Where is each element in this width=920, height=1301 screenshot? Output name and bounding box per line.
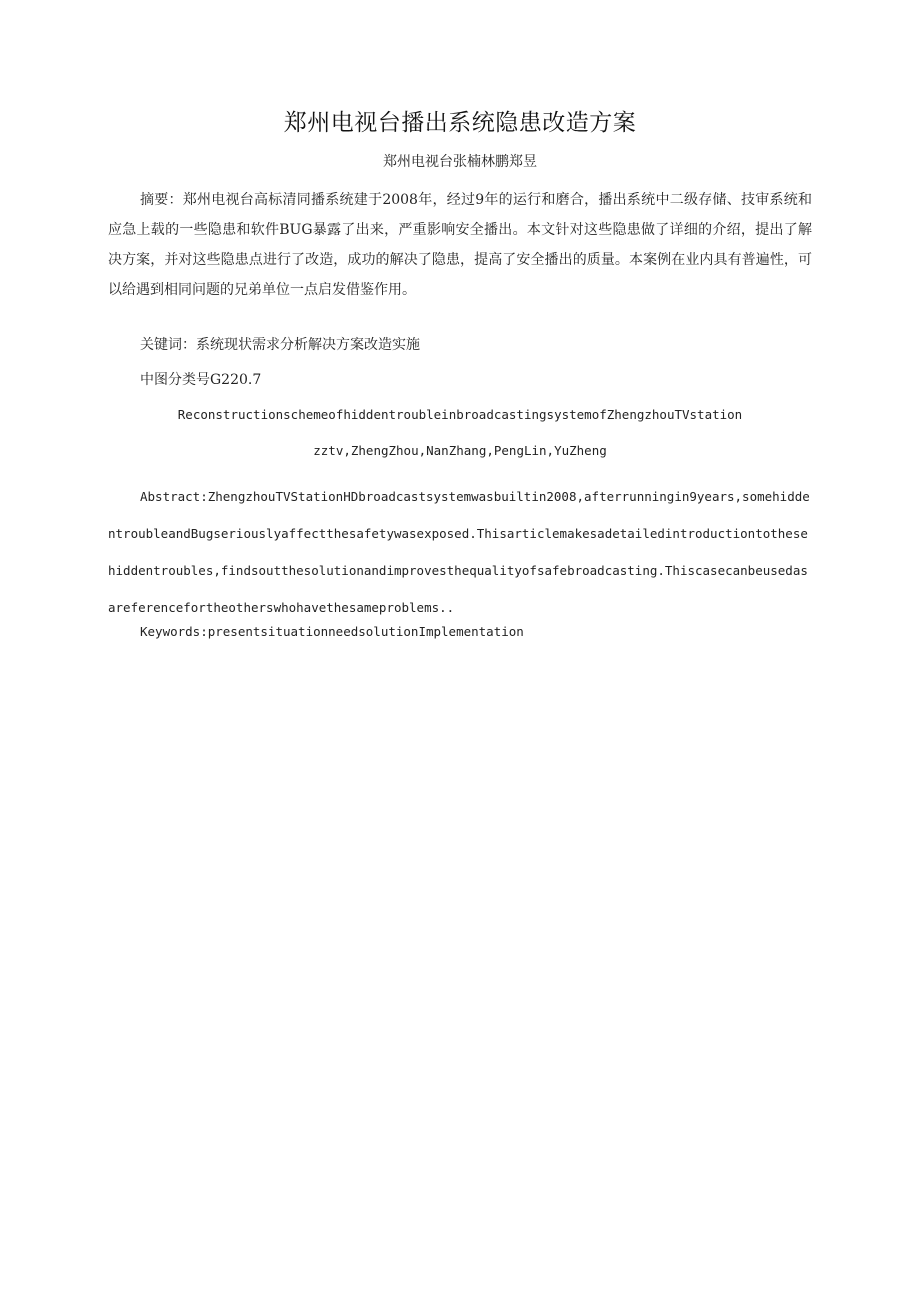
title-english: ReconstructionschemeofhiddentroubleinbroadcastingsystemofZhengzhouTVstation [177,407,743,422]
document-title: 郑州电视台播出系统隐患改造方案 [283,110,637,136]
keywords-chinese: 关键词：系统现状需求分析解决方案改造实施 [140,337,420,353]
abstract-chinese: 摘要：郑州电视台高标清同播系统建于2008年，经过9年的运行和磨合，播出系统中二级存储、技审系统和应急上载的一些隐患和软件BUG暴露了出来，严重影响安全播出。本文针对这些隐患做了详细的介绍，提出了解决方案，并对这些隐患点进行了改造，成功的解决了隐患，提高了安全播出的质量。本案例在业内具有普遍性，可以给遇到相同问题的兄弟单位一点启发借鉴作用。 [108,192,812,298]
authors-chinese: 郑州电视台张楠林鹏郑昱 [383,154,537,170]
classification-number: 中图分类号G220.7 [140,372,262,388]
authors-english: zztv,ZhengZhou,NanZhang,PengLin,YuZheng [313,443,607,458]
abstract-english: Abstract:ZhengzhouTVStationHDbroadcastsystemwasbuiltin2008,afterrunningin9years,somehiddentroubleandBugseriouslyaffectthesafetywasexposed.Thisarticlemakesadetailedintroductiontothesehiddentroubles,findsoutthesolutionandimprovesthequalityofsafebroadcasting.Thiscasecanbeusedasareferencefortheotherswhohavethesameproblems.. [108,489,810,615]
keywords-english: Keywords:presentsituationneedsolutionImplementation [140,624,524,639]
